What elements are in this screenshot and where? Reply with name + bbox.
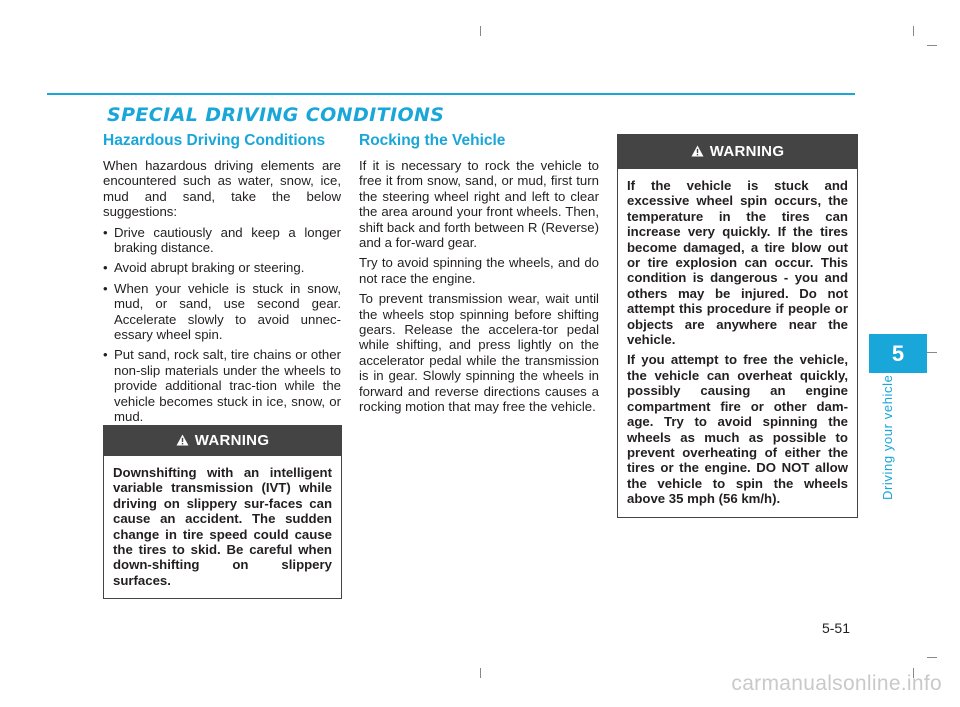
warning-text: If you attempt to free the vehicle, the vehicle can overheat quickly, possibly causing an engine compartment fire or other dam-age. Try to avoid spinning the wheels as much as possible to prevent overheating of either the tires or the engine. DO NOT allow the vehicle to spin the wheels above 35 mph (56 km/h).: [627, 352, 848, 507]
header-rule: [47, 93, 855, 95]
section-title: SPECIAL DRIVING CONDITIONS: [107, 104, 445, 126]
crop-mark: [927, 657, 937, 658]
list-item: • When your vehicle is stuck in snow, mud, or sand, use second gear. Accelerate slowly to avoid unnec-essary wheel spin.: [103, 281, 341, 343]
list-item: • Put sand, rock salt, tire chains or other non-slip materials under the wheels to provide additional trac-tion while the vehicle becomes stuck in ice, snow, or mud.: [103, 347, 341, 424]
hazardous-heading: Hazardous Driving Conditions: [103, 132, 326, 149]
chapter-tab: 5: [869, 334, 927, 373]
chapter-name: Driving your vehicle: [880, 374, 895, 500]
list-item: • Drive cautiously and keep a longer braking distance.: [103, 225, 341, 256]
warning-header: [618, 135, 857, 169]
page-number: 5-51: [821, 620, 850, 636]
watermark: carmanualsonline.info: [731, 672, 942, 695]
warning-box-stuck: [617, 134, 858, 518]
warning-body: [618, 169, 857, 517]
warning-triangle-icon: [691, 136, 704, 170]
warning-label: WARNING: [709, 143, 785, 160]
rocking-paragraph: Try to avoid spinning the wheels, and do not race the engine.: [359, 255, 599, 286]
crop-mark: [927, 352, 937, 353]
warning-body: [104, 456, 341, 598]
warning-header: [104, 426, 341, 456]
warning-triangle-icon: [176, 427, 189, 457]
warning-box-downshift: [103, 425, 342, 599]
hazardous-section: [103, 132, 341, 430]
list-item: • Avoid abrupt braking or steering.: [103, 260, 341, 275]
crop-mark: [480, 26, 481, 36]
crop-mark: [480, 668, 481, 678]
hazardous-bullets: [103, 225, 341, 425]
warning-label: WARNING: [194, 432, 270, 449]
rocking-section: [359, 132, 599, 420]
rocking-heading: Rocking the Vehicle: [359, 132, 506, 149]
rocking-paragraph: If it is necessary to rock the vehicle to free it from snow, sand, or mud, first turn the steering wheel right and left to clear the area around your front wheels. Then, shift back and forth between R (Reverse) and a for-ward gear.: [359, 158, 599, 251]
warning-text: If the vehicle is stuck and excessive wheel spin occurs, the temperature in the tires can increase very quickly. If the tires become damaged, a tire blow out or tire explosion can occur. This condition is dangerous - you and others may be injured. Do not attempt this procedure if people or objects are anywhere near the vehicle.: [627, 178, 848, 348]
crop-mark: [913, 26, 914, 36]
hazardous-intro: When hazardous driving elements are encountered such as water, snow, ice, mud and sand, take the below suggestions:: [103, 158, 341, 220]
warning-text: Downshifting with an intelligent variable transmission (IVT) while driving on slippery sur-faces can cause an accident. The sudden change in tire speed could cause the tires to skid. Be careful when down-shifting on slippery surfaces.: [113, 465, 332, 588]
crop-mark: [927, 45, 937, 46]
rocking-paragraph: To prevent transmission wear, wait until the wheels stop spinning before shifting gears. Release the accelera-tor pedal while shifting, and press lightly on the accelerator pedal while the transmission is in gear. Slowly spinning the wheels in forward and reverse directions causes a rocking motion that may free the vehicle.: [359, 291, 599, 415]
